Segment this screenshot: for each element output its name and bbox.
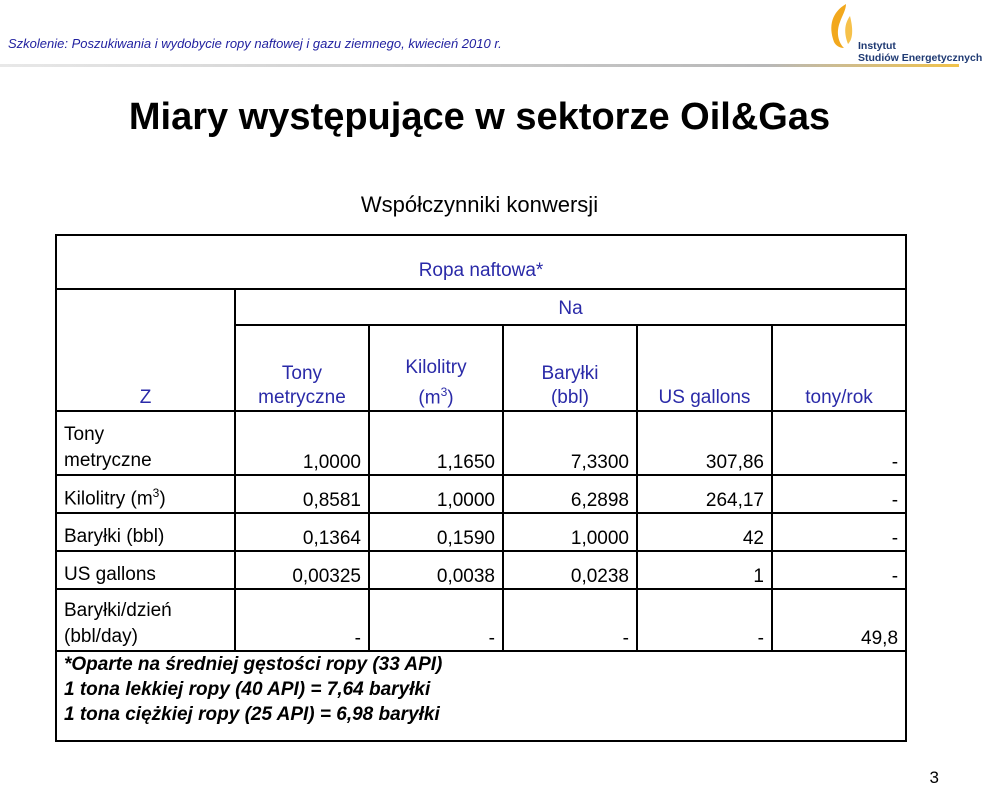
row-label: US gallons bbox=[56, 551, 235, 589]
table-cell: 6,2898 bbox=[503, 475, 637, 513]
flame-icon bbox=[820, 2, 860, 50]
row-label-line2: metryczne bbox=[64, 450, 152, 471]
table-cell: 7,3300 bbox=[503, 411, 637, 475]
footnote-line: 1 tona lekkiej ropy (40 API) = 7,64 baryłki bbox=[64, 679, 431, 700]
row-label: Baryłki (bbl) bbox=[56, 513, 235, 551]
row-label-line2: (bbl/day) bbox=[64, 626, 138, 647]
table-row bbox=[56, 551, 906, 589]
table-cell: 0,1590 bbox=[369, 513, 503, 551]
training-info: Szkolenie: Poszukiwania i wydobycie ropy naftowej i gazu ziemnego, kwiecień 2010 r. bbox=[8, 36, 502, 51]
superscript: 3 bbox=[440, 384, 448, 399]
footnotes bbox=[56, 651, 906, 741]
logo-line-2: Studiów Energetycznych bbox=[858, 52, 982, 64]
table-cell: 0,0038 bbox=[369, 551, 503, 589]
header-divider bbox=[0, 64, 959, 67]
logo-text bbox=[858, 40, 982, 64]
institute-logo bbox=[818, 2, 982, 66]
table-row bbox=[56, 475, 906, 513]
column-header-line1: Tony bbox=[281, 363, 323, 384]
table-cell: - bbox=[235, 589, 369, 651]
table-cell: - bbox=[503, 589, 637, 651]
table-cell: - bbox=[772, 551, 906, 589]
column-header-line2: metryczne bbox=[258, 387, 346, 408]
table-cell: - bbox=[369, 589, 503, 651]
column-header-text: (m bbox=[418, 387, 441, 408]
table-cell: - bbox=[772, 475, 906, 513]
page-number: 3 bbox=[929, 768, 939, 787]
table-cell: 1,1650 bbox=[369, 411, 503, 475]
table-row bbox=[56, 589, 906, 651]
footnote-line: 1 tona ciężkiej ropy (25 API) = 6,98 baryłki bbox=[64, 704, 440, 725]
table-cell: 1 bbox=[637, 551, 772, 589]
column-header-line2 bbox=[377, 380, 495, 410]
logo-line-1: Instytut bbox=[858, 40, 896, 52]
row-label bbox=[56, 589, 235, 651]
table-cell: - bbox=[772, 411, 906, 475]
table-row bbox=[56, 513, 906, 551]
column-header bbox=[235, 325, 369, 411]
column-header-line2: US gallons bbox=[658, 387, 751, 408]
to-header: Na bbox=[235, 289, 906, 325]
table-cell: 42 bbox=[637, 513, 772, 551]
table-cell: 0,0238 bbox=[503, 551, 637, 589]
row-label-tail: ) bbox=[159, 488, 166, 509]
table-cell: 307,86 bbox=[637, 411, 772, 475]
row-label-line1: Tony bbox=[64, 424, 105, 445]
table-cell: 1,0000 bbox=[503, 513, 637, 551]
table-cell: 0,00325 bbox=[235, 551, 369, 589]
table-row bbox=[56, 411, 906, 475]
column-header bbox=[637, 325, 772, 411]
column-header-line1: Kilolitry bbox=[405, 356, 467, 378]
table-cell: 1,0000 bbox=[369, 475, 503, 513]
table-cell: - bbox=[772, 513, 906, 551]
table-cell: 0,1364 bbox=[235, 513, 369, 551]
column-header-line2: tony/rok bbox=[805, 387, 873, 408]
table-cell: 264,17 bbox=[637, 475, 772, 513]
column-header-line2: (bbl) bbox=[550, 387, 589, 408]
column-header bbox=[369, 325, 503, 411]
column-header-line1: Baryłki bbox=[541, 363, 599, 384]
table-cell: 0,8581 bbox=[235, 475, 369, 513]
footnote-line: *Oparte na średniej gęstości ropy (33 API) bbox=[64, 654, 443, 675]
row-label-line1: Baryłki/dzień bbox=[64, 600, 172, 621]
table-cell: - bbox=[637, 589, 772, 651]
group-header: Ropa naftowa* bbox=[56, 235, 906, 289]
row-label bbox=[56, 411, 235, 475]
superscript: 3 bbox=[152, 485, 160, 500]
row-label bbox=[56, 475, 235, 513]
from-header: Z bbox=[56, 289, 235, 411]
row-label-text: Kilolitry (m bbox=[64, 488, 153, 509]
column-header bbox=[503, 325, 637, 411]
column-header bbox=[772, 325, 906, 411]
page-title: Miary występujące w sektorze Oil&Gas bbox=[128, 96, 831, 138]
table-cell: 1,0000 bbox=[235, 411, 369, 475]
page-subtitle: Współczynniki konwersji bbox=[360, 192, 599, 217]
conversion-table bbox=[55, 234, 907, 742]
table-cell: 49,8 bbox=[772, 589, 906, 651]
column-header-tail: ) bbox=[447, 387, 454, 408]
